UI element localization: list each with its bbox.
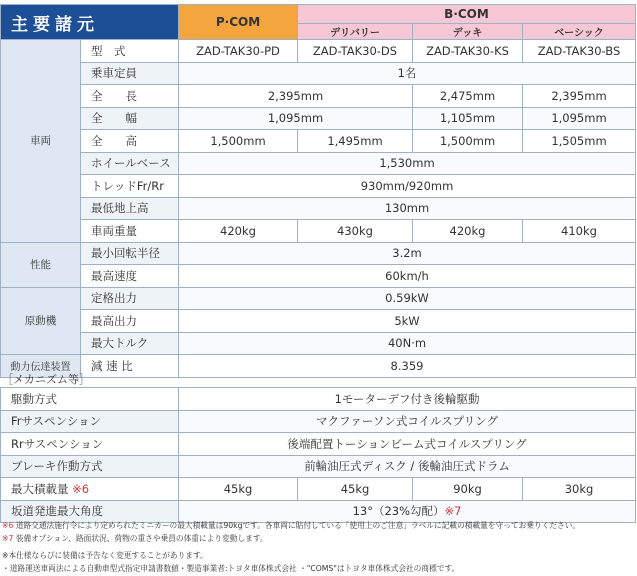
- spec-table: [0, 4, 636, 378]
- table-row: [1, 310, 636, 333]
- table-row: [1, 265, 636, 288]
- row-label: [1, 478, 179, 501]
- note-6: [2, 520, 580, 531]
- cell-value: 1,095mm: [523, 107, 636, 130]
- cell-value: 3.2m: [179, 242, 636, 265]
- note-spec-change: [2, 550, 208, 561]
- note-text: 道路交通法施行令により定められたミニカーの最大積載量は90kgです。各車両に貼付している「使用上のご注意」ラベルに記載の積載量を守ってお乗りください。: [13, 521, 581, 530]
- cell-value: 0.59kW: [179, 287, 636, 310]
- table-row: [1, 287, 636, 310]
- cell-value: 30kg: [523, 478, 636, 501]
- sub-deck: デッキ: [413, 24, 523, 40]
- cell-value: 1,495mm: [298, 130, 413, 153]
- note-mark: ※7: [2, 534, 14, 543]
- category-performance: 性能: [1, 242, 81, 287]
- pcom-header: P·COM: [179, 5, 298, 40]
- cell-value: 1,095mm: [179, 107, 413, 130]
- sub-delivery: デリバリー: [298, 24, 413, 40]
- cell-value: 2,395mm: [523, 85, 636, 108]
- table-row: [1, 410, 636, 433]
- cell-value: 45kg: [298, 478, 413, 501]
- cell-value: 90kg: [413, 478, 523, 501]
- cell-value: 5kW: [179, 310, 636, 333]
- cell-value: 40N·m: [179, 332, 636, 355]
- row-label: Frサスペンション: [1, 410, 179, 433]
- cell-value: 1名: [179, 62, 636, 85]
- cell-value: 2,475mm: [413, 85, 523, 108]
- cell-value: 130mm: [179, 197, 636, 220]
- cell-value: 1,500mm: [413, 130, 523, 153]
- row-label: 全 幅: [81, 107, 179, 130]
- cell-value: 2,395mm: [179, 85, 413, 108]
- row-label: 最低地上高: [81, 197, 179, 220]
- category-motor: 原動機: [1, 287, 81, 355]
- cell-value: 1,500mm: [179, 130, 298, 153]
- table-row: [1, 332, 636, 355]
- table-row: [1, 220, 636, 243]
- row-label: 最小回転半径: [81, 242, 179, 265]
- table-row: [1, 355, 636, 378]
- note-mark: ※6: [72, 481, 90, 496]
- page-title: 主要諸元: [1, 5, 179, 40]
- row-label: ホイールベース: [81, 152, 179, 175]
- row-label: 定格出力: [81, 287, 179, 310]
- mechanism-heading: ［メカニズム等］: [2, 373, 90, 386]
- table-row: [1, 40, 636, 63]
- row-label: 全 高: [81, 130, 179, 153]
- cell-value: 60km/h: [179, 265, 636, 288]
- table-row: [1, 455, 636, 478]
- cell-value: マクファーソン式コイルスプリング: [179, 410, 636, 433]
- cell-value: 410kg: [523, 220, 636, 243]
- row-label: ブレーキ作動方式: [1, 455, 179, 478]
- cell-value: 430kg: [298, 220, 413, 243]
- sub-basic: ベーシック: [523, 24, 636, 40]
- table-row: [1, 107, 636, 130]
- cell-value-text: 13°（23%勾配）: [352, 504, 445, 519]
- table-row: [1, 62, 636, 85]
- row-label: 最高速度: [81, 265, 179, 288]
- note-mark: ※7: [444, 504, 462, 519]
- row-label: 駆動方式: [1, 388, 179, 411]
- note-7: [2, 533, 268, 544]
- cell-value: 930mm/920mm: [179, 175, 636, 198]
- row-label: 型 式: [81, 40, 179, 63]
- row-label: 坂道発進最大角度: [1, 500, 179, 523]
- row-label: Rrサスペンション: [1, 433, 179, 456]
- table-row: [1, 175, 636, 198]
- cell-value: 45kg: [179, 478, 298, 501]
- table-row: [1, 152, 636, 175]
- row-label: 全 長: [81, 85, 179, 108]
- category-vehicle: 車両: [1, 40, 81, 243]
- row-label: 減 速 比: [81, 355, 179, 378]
- row-label: 最大トルク: [81, 332, 179, 355]
- cell-value: 420kg: [179, 220, 298, 243]
- category-transmission: 動力伝達装置: [1, 355, 81, 378]
- row-label-text: 最大積載量: [11, 481, 69, 496]
- row-label: 車両重量: [81, 220, 179, 243]
- cell-value: 420kg: [413, 220, 523, 243]
- table-row: [1, 85, 636, 108]
- note-trademark: [2, 563, 459, 574]
- cell-value: ZAD-TAK30-BS: [523, 40, 636, 63]
- cell-value: ZAD-TAK30-PD: [179, 40, 298, 63]
- cell-value: 1,505mm: [523, 130, 636, 153]
- note-text: ・道路運送車両法による自動車型式指定申請書数値・製造事業者:トヨタ車体株式会社 ・"COMS"はトヨタ車体株式会社の商標です。: [2, 564, 460, 573]
- table-row: [1, 478, 636, 501]
- cell-value: 1,105mm: [413, 107, 523, 130]
- cell-value: 前輪油圧式ディスク / 後輪油圧式ドラム: [179, 455, 636, 478]
- cell-value: 8.359: [179, 355, 636, 378]
- row-label: 最高出力: [81, 310, 179, 333]
- note-text: 装備オプション、路面状況、荷物の重さや乗員の体重により変動します。: [13, 534, 268, 543]
- mechanism-table: [0, 387, 636, 523]
- cell-value: ZAD-TAK30-DS: [298, 40, 413, 63]
- bcom-header: B·COM: [298, 5, 636, 24]
- table-row: [1, 242, 636, 265]
- row-label: 乗車定員: [81, 62, 179, 85]
- note-text: ※本仕様ならびに装備は予告なく変更することがあります。: [2, 551, 208, 560]
- cell-value: ZAD-TAK30-KS: [413, 40, 523, 63]
- cell-value: 後端配置トーションビーム式コイルスプリング: [179, 433, 636, 456]
- table-row: [1, 197, 636, 220]
- row-label: トレッドFr/Rr: [81, 175, 179, 198]
- note-mark: ※6: [2, 521, 14, 530]
- table-row: [1, 388, 636, 411]
- table-row: [1, 130, 636, 153]
- table-row: [1, 433, 636, 456]
- cell-value: 1モーターデフ付き後輪駆動: [179, 388, 636, 411]
- cell-value: 1,530mm: [179, 152, 636, 175]
